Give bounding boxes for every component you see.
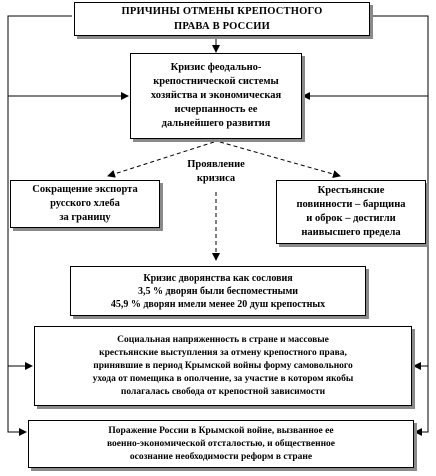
nobility-crisis-line3: 45,9 % дворян имели менее 20 душ крепостных: [110, 298, 326, 310]
crisis-system-box: [130, 53, 302, 139]
peasant-duties-box: [276, 180, 426, 244]
export-reduction-box: [10, 180, 160, 228]
manifestation-label: Проявление кризиса: [187, 159, 245, 184]
title-box: [74, 2, 370, 36]
crimean-defeat-text: Поражение России в Крымской войне, вызванное ее военно-экономической отсталостью, и общественное осознание необходимости реформ в стране: [106, 425, 336, 462]
nobility-crisis-line2: 3,5 % дворян были беспоместными: [137, 285, 299, 297]
crimean-defeat-box: [28, 420, 414, 468]
social-tension-box: [34, 326, 412, 406]
social-tension-text: Социальная напряженность в стране и массовые крестьянские выступления за отмену крепостного права, принявшие в период Крымской войны форму самовольного ухода от помещика в ополчение, за участие в котором якобы полагалась свобода от крепостной зависимости: [92, 334, 354, 397]
peasant-duties-text: Крестьянские повинности – барщина и оброк – достигли наивысшего предела: [296, 185, 406, 238]
nobility-crisis-box: [70, 266, 366, 316]
crisis-system-text: Кризис феодально- крепостнической системы хозяйства и экономическая исчерпанность ее дальнейшего развития: [150, 62, 282, 129]
nobility-crisis-line1: Кризис дворянства как сословия: [143, 272, 293, 284]
page-title: ПРИЧИНЫ ОТМЕНЫ КРЕПОСТНОГО ПРАВА В РОССИИ: [121, 6, 323, 32]
export-reduction-text: Сокращение экспорта русского хлеба за границу: [32, 184, 138, 223]
